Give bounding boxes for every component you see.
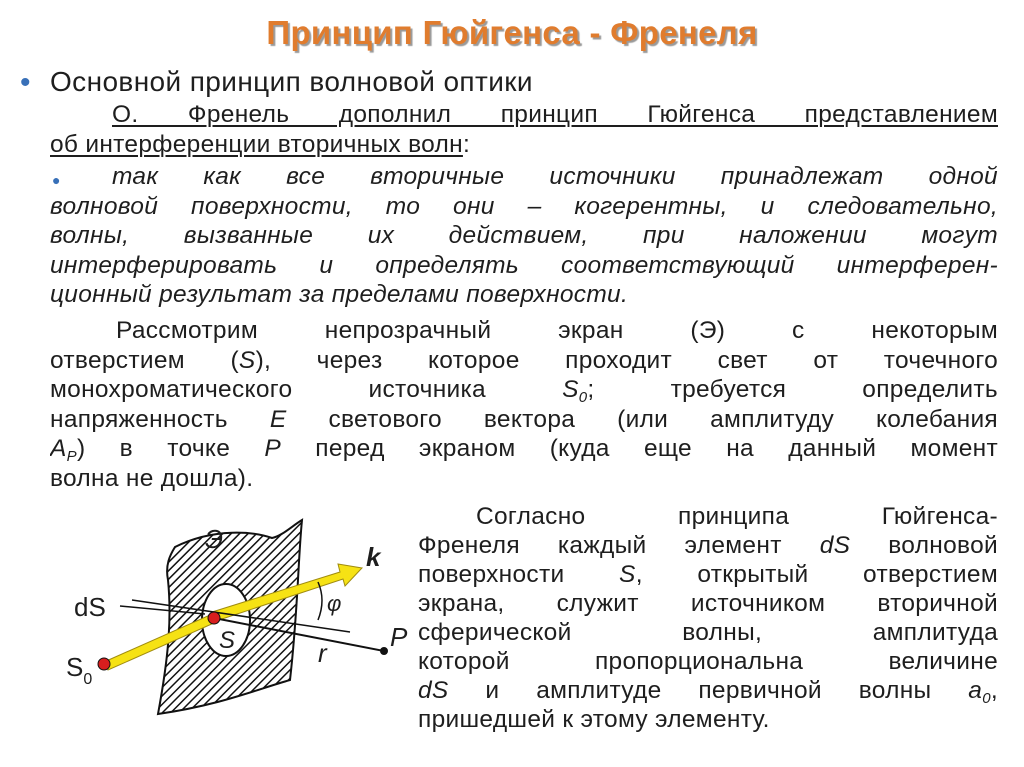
- huygens-symbol-ds: dS: [418, 677, 449, 704]
- para-symbol-a: A: [50, 435, 67, 462]
- para-symbol-e: E: [269, 405, 287, 433]
- para-line-1: Рассмотрим непрозрачный экран (Э) с некоторым: [116, 317, 998, 344]
- bullet-line-1: так как все вторичные источники принадлежат одной: [112, 163, 998, 190]
- bullet-line-3: волны, вызванные их действием, при наложении могут: [50, 222, 998, 249]
- element-point-ds: [208, 612, 220, 624]
- s0-label-main: S: [66, 652, 84, 682]
- para-line-6: волна не дошла).: [50, 464, 254, 492]
- bullet-marker: •: [20, 66, 31, 99]
- para-symbol-p: P: [264, 435, 282, 462]
- para-text: ), через которое проходит свет от точечного: [255, 346, 998, 374]
- s0-label-sub: 0: [83, 671, 93, 688]
- bullet-line-4: интерферировать и определять соответствующий интерферен-: [50, 251, 998, 279]
- para-text: светового вектора (или амплитуду колебания: [286, 405, 998, 433]
- screen-label: Э: [205, 524, 224, 554]
- intro-text-1: О. Френель дополнил принцип Гюйгенса представлением: [112, 101, 998, 128]
- main-heading: Основной принцип волновой оптики: [50, 66, 533, 97]
- r-label: r: [318, 638, 327, 668]
- huygens-line-5: сферической волны, амплитуда: [418, 619, 998, 646]
- para-text: напряженность: [50, 405, 270, 433]
- ds-label: dS: [74, 592, 106, 622]
- para-text: перед экраном (куда еще на данный момент: [281, 435, 998, 462]
- huygens-text: волновой: [850, 532, 998, 559]
- huygens-line-1: Согласно принципа Гюйгенса-: [476, 503, 998, 530]
- para-text: ; требуется определить: [587, 376, 998, 403]
- source-point-s0: [98, 658, 110, 670]
- p-label: P: [390, 622, 408, 652]
- huygens-text: Френеля каждый элемент: [418, 532, 820, 559]
- huygens-line-6: которой пропорциональна величине: [418, 648, 998, 675]
- phi-label: φ: [327, 591, 342, 616]
- angle-arc: [318, 582, 322, 620]
- huygens-text: поверхности: [418, 561, 620, 588]
- s0-label: [66, 652, 92, 688]
- sub-bullet-marker: ●: [52, 172, 61, 188]
- s-label: S: [219, 627, 236, 654]
- para-subscript: P: [66, 448, 77, 464]
- huygens-line-4: экрана, служит источником вторичной: [418, 590, 998, 617]
- huygens-text: , открытый отверстием: [635, 561, 998, 588]
- huygens-subscript: 0: [982, 690, 991, 705]
- huygens-text: ,: [990, 677, 998, 704]
- huygens-symbol-a0: a: [968, 677, 983, 704]
- slide-title: Принцип Гюйгенса - Френеля: [266, 14, 758, 51]
- para-text: монохроматического источника: [50, 376, 563, 403]
- observation-point-p: [380, 647, 388, 655]
- para-text: ) в точке: [76, 435, 265, 462]
- bullet-line-2: волновой поверхности, то они – когерентны, и следовательно,: [50, 192, 998, 220]
- k-label: k: [366, 542, 381, 572]
- para-symbol-s: S: [238, 346, 256, 374]
- bullet-line-5: ционный результат за пределами поверхности.: [50, 281, 629, 308]
- huygens-text: и амплитуде первичной волны: [448, 677, 969, 704]
- huygens-line-8: пришедшей к этому элементу.: [418, 706, 770, 733]
- intro-text-2: об интерференции вторичных волн: [50, 130, 463, 158]
- huygens-symbol-s: S: [619, 561, 636, 588]
- para-text: отверстием (: [50, 346, 239, 374]
- intro-colon: :: [462, 130, 471, 158]
- para-subscript: 0: [578, 389, 588, 405]
- huygens-symbol-ds: dS: [819, 532, 851, 559]
- para-symbol-s0: S: [562, 376, 579, 403]
